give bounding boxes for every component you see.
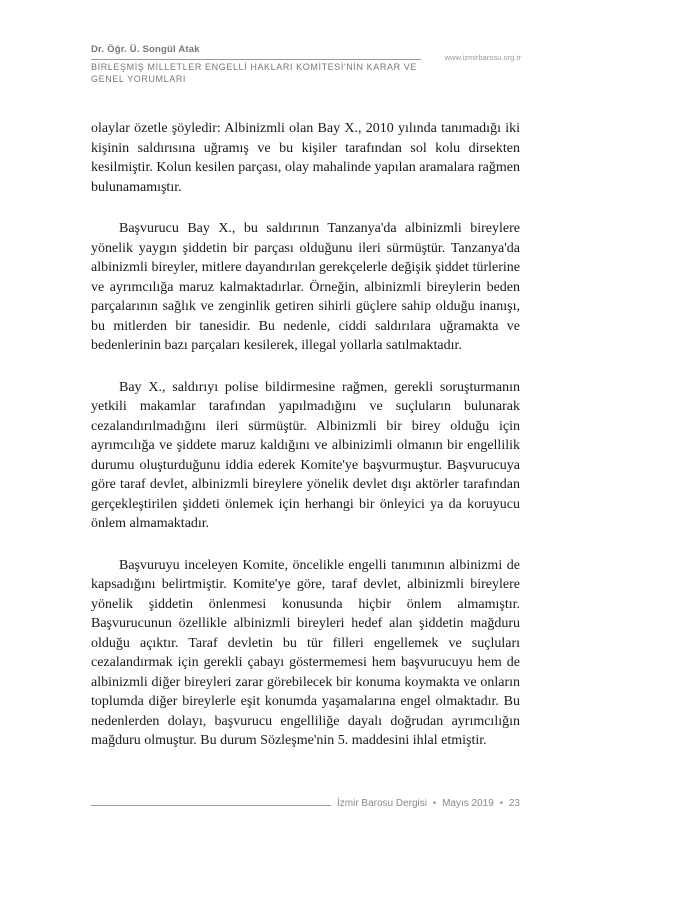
paragraph-3: Bay X., saldırıyı polise bildirmesine rağmen, gerekli soruşturmanın yetkili makamlar tarafından yapılmadığını ve suçluların bulunarak cezalandırılmadığını ileri sürmüştür. Albinizmli bir birey olduğu için ayrımcılığa ve şiddete maruz kaldığını ve albinizimli olmanın bir engellilik durumu oluşturduğunu iddia ederek Komite'ye başvurmuştur. Başvurucuya göre taraf devlet, albinizmli bireylere yönelik devlet dışı aktörler tarafından gerçekleştirilen şiddeti önlemek için herhangi bir önleyici ya da koruyucu önlem almamaktadır. (91, 379, 520, 531)
author-name: Dr. Öğr. Ü. Songül Atak (91, 44, 200, 55)
footer-separator-1: • (432, 798, 437, 809)
website-url[interactable]: www.izmirbarosu.org.tr (444, 53, 521, 62)
paragraph-2: Başvurucu Bay X., bu saldırının Tanzanya'da albinizmli bireylere yönelik yaygın şiddetin bir parçası olduğunu ileri sürmüştür. Tanzanya'da albinizmli bireyler, mitlere dayandırılan gerekçelerle değişik şiddet türlerine ve ayrımcılığa maruz kalmaktadırlar. Örneğin, albinizmli bireylerin beden parçalarının sağlık ve zenginlik getiren sihirli güçlere sahip olduğu inanışı, bu mitlerden bir tanesidir. Bu nedenle, ciddi saldırılara uğramakta ve bedenlerinin bazı parçaları kesilerek, illegal yollarla satılmaktadır. (91, 221, 520, 353)
article-title-line-1: BİRLEŞMİŞ MİLLETLER ENGELLİ HAKLARI KOMİTESİ'NİN KARAR VE (91, 62, 418, 72)
footer-divider (91, 805, 331, 806)
footer-separator-2: • (499, 798, 504, 809)
running-header (91, 44, 521, 85)
article-title-line-2: GENEL YORUMLARI (91, 74, 187, 84)
paragraph-4: Başvuruyu inceleyen Komite, öncelikle engelli tanımının albinizmi de kapsadığını belirtmiştir. Komite'ye göre, taraf devlet, albinizmli bireylere yönelik şiddetin önlenmesi konusunda hiçbir önlem almamıştır. Başvurucunun özellikle albinizmli bireyleri hedef alan şiddetin mağduru olduğu açıktır. Taraf devletin bu tür filleri engellemek ve suçluları cezalandırmak için gerekli çabayı göstermemesi hem başvurucuyu hem de albinizmli diğer bireyleri zarar görebilecek bir konuma koymakta ve onların toplumda diğer bireylerle eşit konumda yaşamalarına engel olmaktadır. Bu nedenlerden dolayı, başvurucu engelliliğe dayalı doğrudan ayrımcılığın mağduru olmuştur. Bu durum Sözleşme'nin 5. maddesini ihlal etmiştir. (91, 557, 520, 748)
issue-date: Mayıs 2019 (442, 798, 494, 809)
body-text (91, 119, 520, 773)
page-number: 23 (508, 798, 520, 809)
header-divider (91, 59, 421, 60)
footer-citation (337, 798, 520, 809)
paragraph-1: olaylar özetle şöyledir: Albinizmli olan Bay X., 2010 yılında tanımadığı iki kişinin saldırısına uğramış ve bu kişiler tarafından sol kolu dirsekten kesilmiştir. Kolun kesilen parçası, olay mahalinde yapılan aramalara rağmen bulunamamıştır. (91, 121, 520, 195)
article-title (91, 61, 421, 85)
journal-name: İzmir Barosu Dergisi (336, 798, 428, 809)
running-footer (91, 798, 520, 818)
